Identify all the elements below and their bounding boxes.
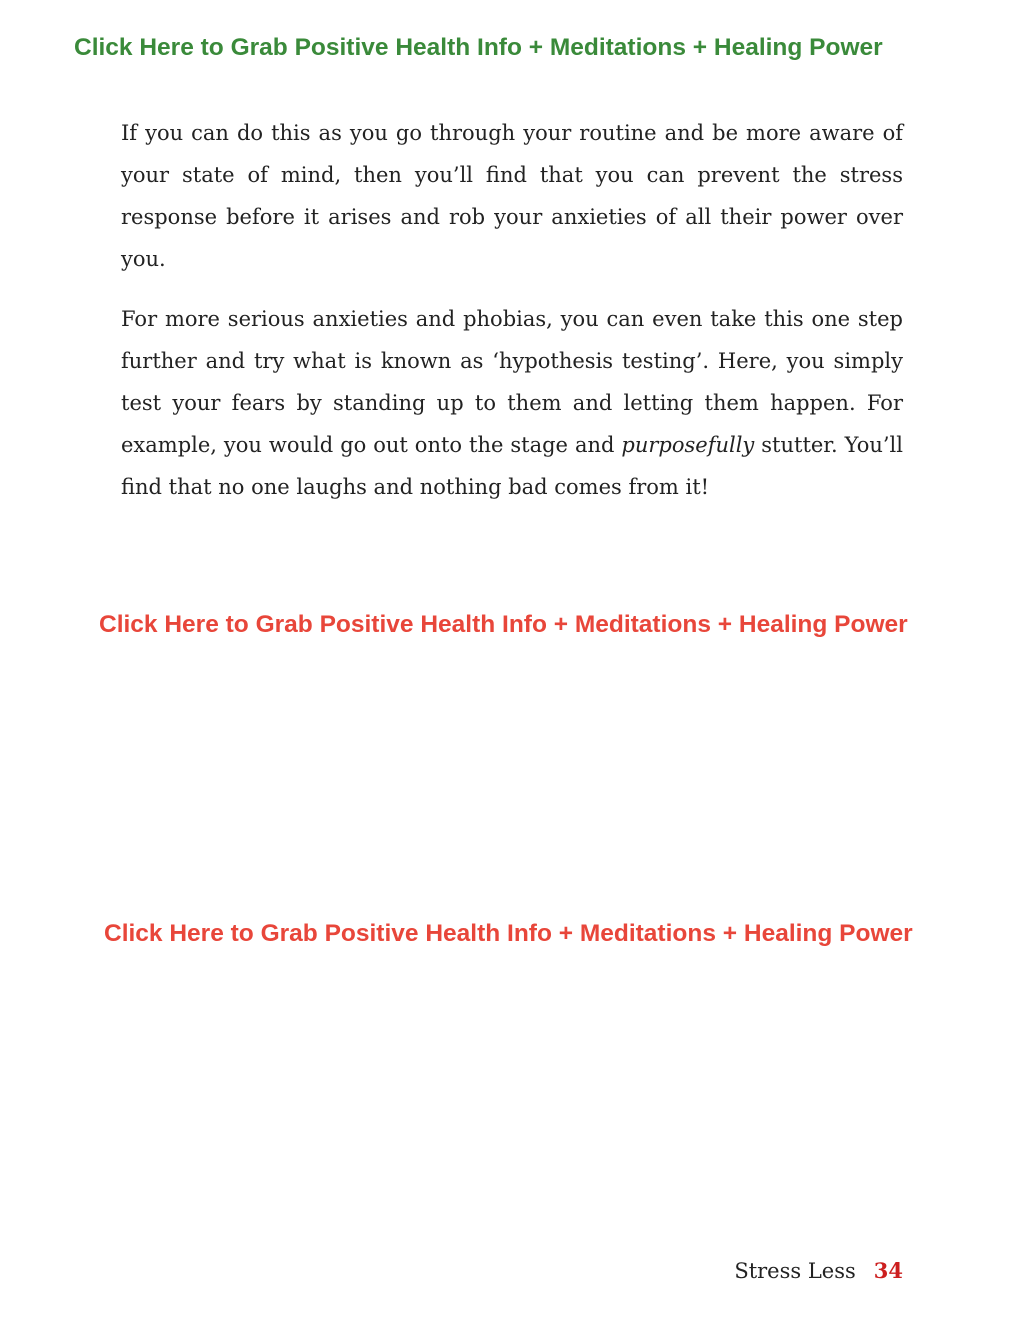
footer-title: Stress Less	[734, 1259, 856, 1283]
promo-link-top[interactable]: Click Here to Grab Positive Health Info + Meditations + Healing Power	[74, 34, 883, 61]
paragraph-text: stutter. You’ll find that no one laughs and nothing bad comes from it!	[121, 433, 903, 499]
body-paragraph: If you can do this as you go through your routine and be more aware of your state of mind, then you’ll find that you can prevent the stress response before it arises and rob your anxieties of all their power over you.	[121, 121, 903, 271]
promo-link-bottom[interactable]: Click Here to Grab Positive Health Info + Meditations + Healing Power	[104, 920, 913, 947]
paragraph-text: For more serious anxieties and phobias, you can even take this one step further and try what is known as ‘hypothesis testing’. Here, you simply test your fears by standing up to them and letting them happen. For example, you would go out onto the stage and	[121, 307, 903, 457]
emphasized-word: purposefully	[621, 433, 755, 457]
page-number: 34	[873, 1258, 903, 1283]
body-paragraph	[121, 298, 903, 508]
promo-link-middle[interactable]: Click Here to Grab Positive Health Info + Meditations + Healing Power	[99, 611, 908, 638]
page-footer	[734, 1258, 903, 1283]
